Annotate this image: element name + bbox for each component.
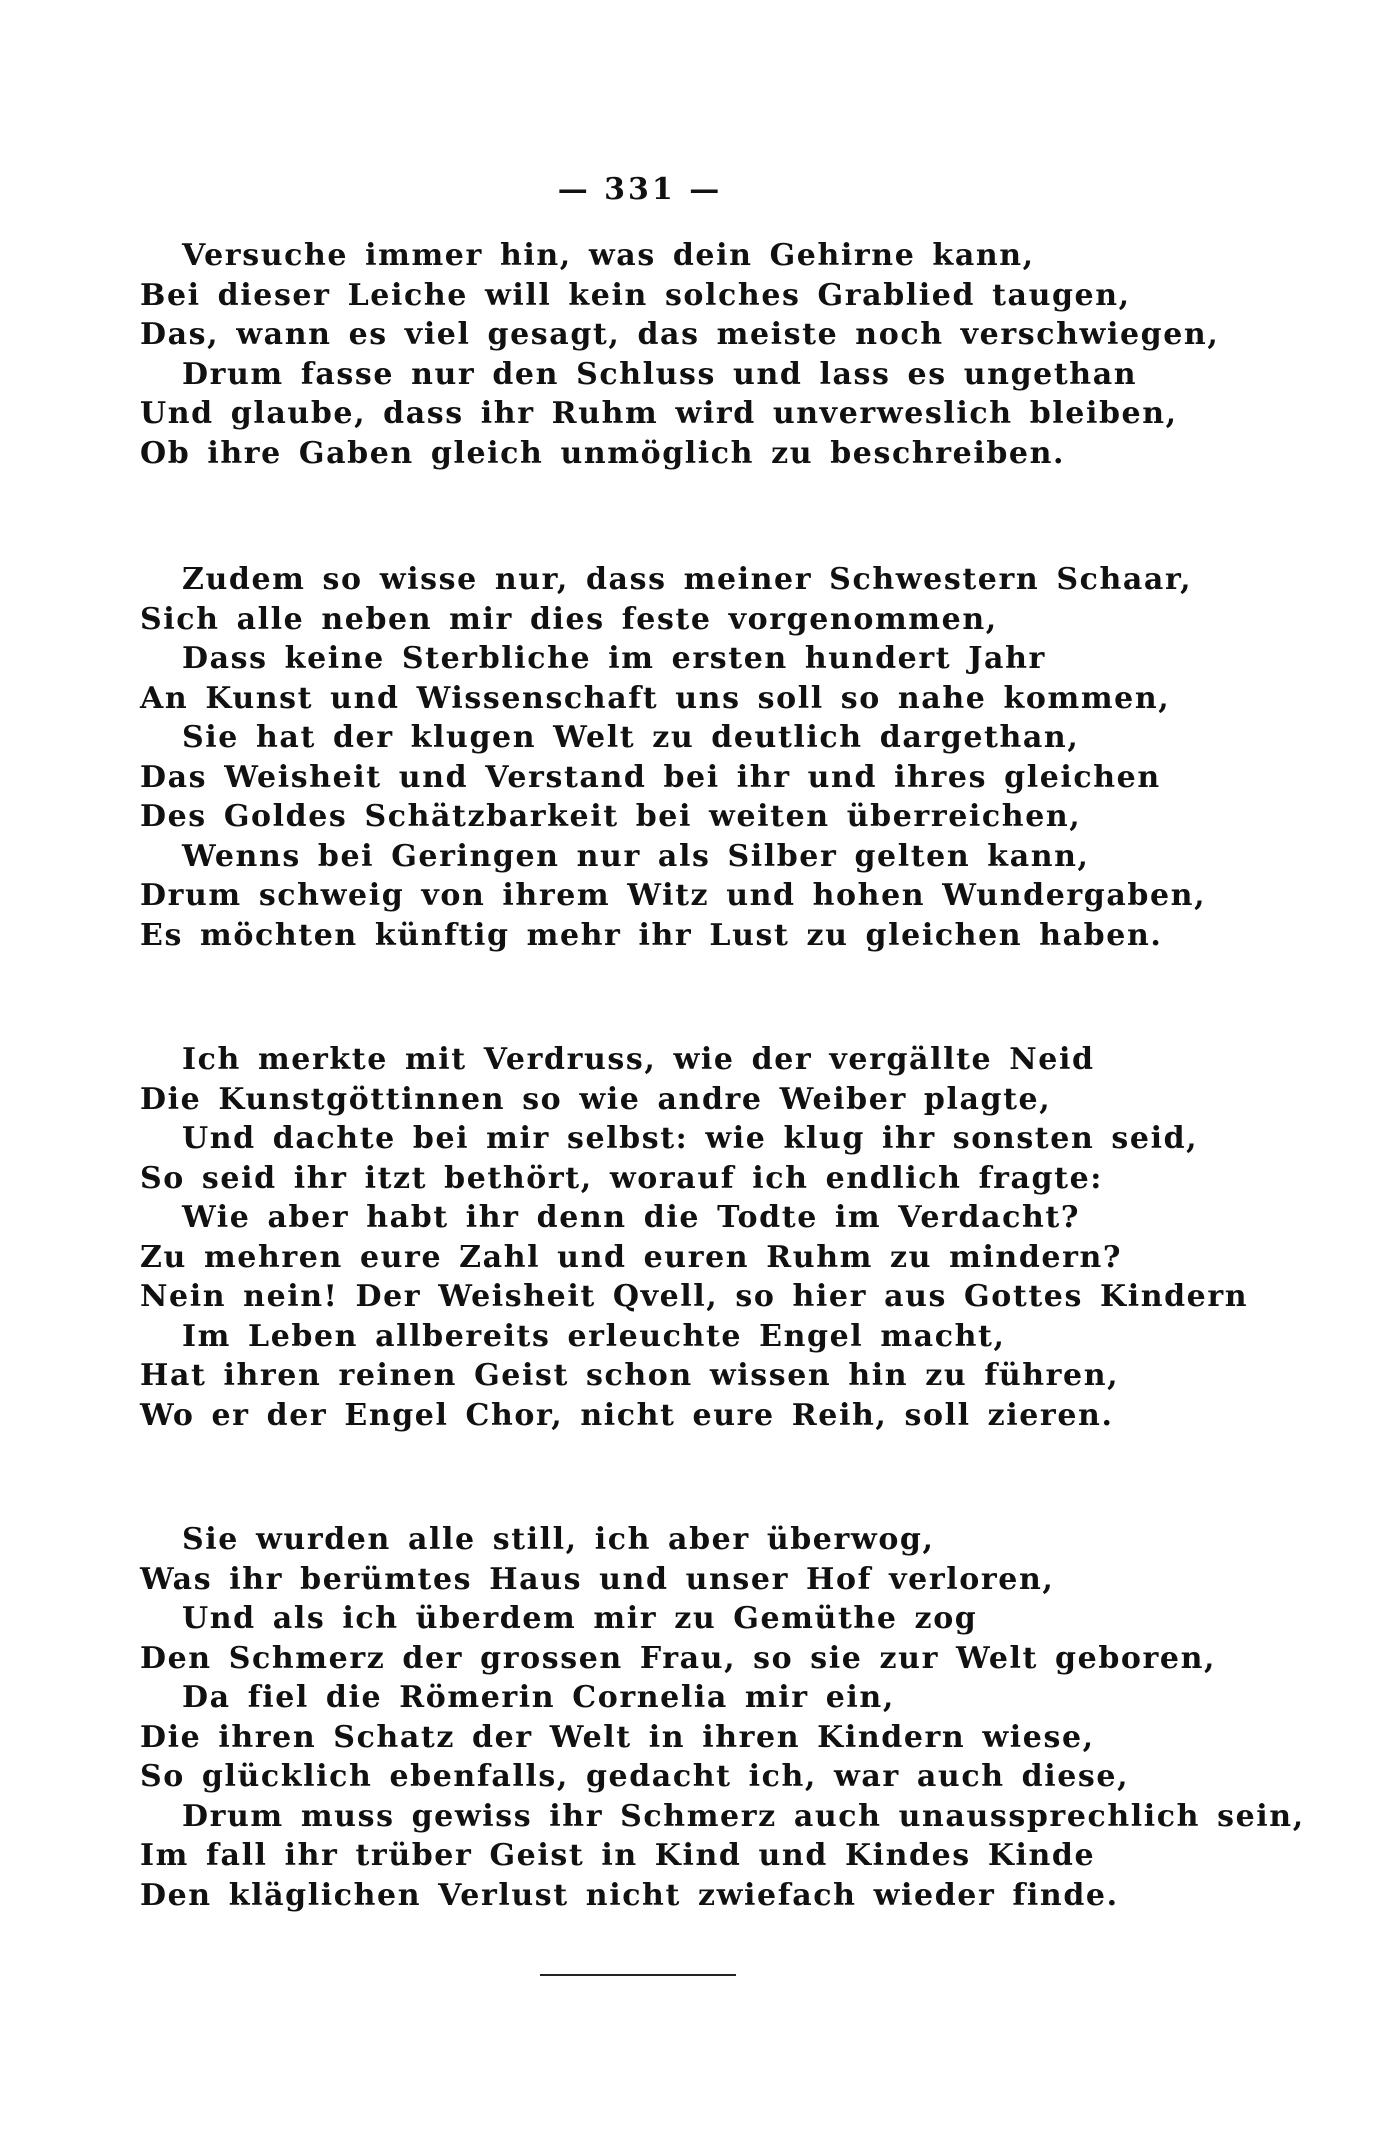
stanza <box>140 560 1207 955</box>
poem-line: Den Schmerz der grossen Frau, so sie zur Welt geboren, <box>140 1640 1217 1676</box>
poem-line: Zu mehren eure Zahl und euren Ruhm zu mindern? <box>140 1239 1123 1275</box>
poem-line: Sich alle neben mir dies feste vorgenommen, <box>140 601 998 637</box>
poem-line: Den kläglichen Verlust nicht zwiefach wieder finde. <box>140 1877 1119 1913</box>
poem-line: Wenns bei Geringen nur als Silber gelten kann, <box>182 838 1090 874</box>
poem-line: Ob ihre Gaben gleich unmöglich zu beschreiben. <box>140 435 1066 471</box>
end-rule <box>540 1974 736 1976</box>
poem-line: Und glaube, dass ihr Ruhm wird unverweslich bleiben, <box>140 396 1178 431</box>
poem-line: Das, wann es viel gesagt, das meiste noch verschwiegen, <box>140 317 1220 352</box>
poem-line: Was ihr berümtes Haus und unser Hof verloren, <box>140 1561 1055 1597</box>
stanza <box>140 1520 1305 1915</box>
poem-line: Das Weisheit und Verstand bei ihr und ihres gleichen <box>140 759 1161 795</box>
poem-line: Drum muss gewiss ihr Schmerz auch unaussprechlich sein, <box>182 1798 1305 1834</box>
poem-line: Da fiel die Römerin Cornelia mir ein, <box>182 1680 895 1715</box>
poem-line: Die Kunstgöttinnen so wie andre Weiber plagte, <box>140 1081 1052 1117</box>
poem-line: Des Goldes Schätzbarkeit bei weiten überreichen, <box>140 799 1082 834</box>
poem-line: Im fall ihr trüber Geist in Kind und Kindes Kinde <box>140 1838 1096 1873</box>
poem-line: Die ihren Schatz der Welt in ihren Kindern wiese, <box>140 1719 1095 1755</box>
poem-line: Versuche immer hin, was dein Gehirne kann, <box>182 238 1035 273</box>
poem-line: Nein nein! Der Weisheit Qvell, so hier aus Gottes Kindern <box>140 1279 1249 1314</box>
poem-line: Sie wurden alle still, ich aber überwog, <box>182 1522 935 1557</box>
poem-line: Es möchten künftig mehr ihr Lust zu gleichen haben. <box>140 917 1163 953</box>
poem-line: Sie hat der klugen Welt zu deutlich dargethan, <box>182 720 1080 755</box>
stanza <box>140 1040 1249 1435</box>
poem-line: Und als ich überdem mir zu Gemüthe zog <box>182 1601 978 1636</box>
poem-line: Hat ihren reinen Geist schon wissen hin zu führen, <box>140 1358 1120 1393</box>
poem-line: Wie aber habt ihr denn die Todte im Verdacht? <box>182 1200 1081 1235</box>
poem-line: Bei dieser Leiche will kein solches Grablied taugen, <box>140 277 1131 313</box>
poem-line: Wo er der Engel Chor, nicht eure Reih, soll zieren. <box>140 1397 1114 1433</box>
poem-line: Dass keine Sterbliche im ersten hundert Jahr <box>182 641 1046 676</box>
poem-line: Im Leben allbereits erleuchte Engel macht, <box>182 1318 1006 1354</box>
poem-line: So glücklich ebenfalls, gedacht ich, war auch diese, <box>140 1759 1130 1794</box>
poem-line: Und dachte bei mir selbst: wie klug ihr sonsten seid, <box>182 1121 1199 1156</box>
stanza <box>140 236 1220 473</box>
page-number: — 331 — <box>557 172 723 207</box>
poem-line: Drum fasse nur den Schluss und lass es ungethan <box>182 356 1138 392</box>
poem-line: Ich merkte mit Verdruss, wie der vergällte Neid <box>182 1042 1095 1077</box>
poem-line: Drum schweig von ihrem Witz und hohen Wundergaben, <box>140 878 1207 913</box>
poem-line: Zudem so wisse nur, dass meiner Schwestern Schaar, <box>182 562 1193 597</box>
poem-line: An Kunst und Wissenschaft uns soll so nahe kommen, <box>140 680 1171 716</box>
poem-line: So seid ihr itzt bethört, worauf ich endlich fragte: <box>140 1160 1103 1196</box>
